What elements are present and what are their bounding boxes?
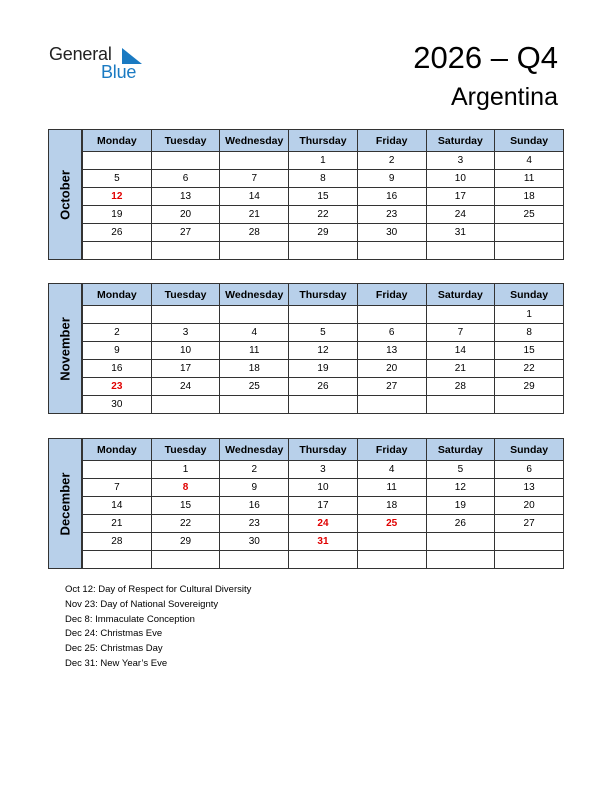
holiday-note: Dec 25: Christmas Day: [65, 643, 163, 655]
day-cell: 24: [289, 515, 358, 533]
week-row: [83, 551, 564, 569]
day-cell: 31: [289, 533, 358, 551]
day-cell: 21: [83, 515, 152, 533]
day-cell: 11: [357, 479, 426, 497]
day-cell: [220, 551, 289, 569]
day-cell: 20: [151, 206, 220, 224]
day-cell: [289, 396, 358, 414]
day-cell: 25: [357, 515, 426, 533]
day-cell: [83, 152, 152, 170]
day-cell: 4: [220, 324, 289, 342]
day-cell: 20: [357, 360, 426, 378]
day-cell: 22: [289, 206, 358, 224]
day-cell: 14: [220, 188, 289, 206]
holiday-notes: [65, 583, 251, 672]
day-cell: 15: [289, 188, 358, 206]
day-cell: 24: [151, 378, 220, 396]
day-cell: 26: [83, 224, 152, 242]
holiday-note: Dec 8: Immaculate Conception: [65, 613, 195, 625]
day-cell: 9: [357, 170, 426, 188]
weekday-header: Monday: [83, 130, 152, 152]
day-cell: 11: [495, 170, 564, 188]
month-label: [48, 283, 82, 414]
day-cell: 8: [495, 324, 564, 342]
day-cell: 28: [426, 378, 495, 396]
day-cell: 23: [220, 515, 289, 533]
day-cell: 16: [83, 360, 152, 378]
weekday-header: Sunday: [495, 284, 564, 306]
day-cell: [495, 551, 564, 569]
weekday-header: Tuesday: [151, 439, 220, 461]
day-cell: [357, 551, 426, 569]
day-cell: 13: [151, 188, 220, 206]
day-cell: 7: [220, 170, 289, 188]
weekday-header: Tuesday: [151, 284, 220, 306]
weekday-header: Thursday: [289, 130, 358, 152]
day-cell: 18: [357, 497, 426, 515]
calendar-table: [82, 129, 564, 260]
weekday-header: Friday: [357, 130, 426, 152]
day-cell: [83, 242, 152, 260]
weekday-header-row: [83, 439, 564, 461]
day-cell: 14: [426, 342, 495, 360]
day-cell: 7: [426, 324, 495, 342]
day-cell: [495, 533, 564, 551]
day-cell: 2: [83, 324, 152, 342]
day-cell: 28: [83, 533, 152, 551]
day-cell: 31: [426, 224, 495, 242]
day-cell: 10: [151, 342, 220, 360]
week-row: [83, 360, 564, 378]
day-cell: 27: [151, 224, 220, 242]
day-cell: [357, 242, 426, 260]
month-name: November: [57, 316, 73, 381]
holiday-note: Dec 31: New Year’s Eve: [65, 657, 168, 669]
day-cell: 16: [357, 188, 426, 206]
day-cell: 9: [220, 479, 289, 497]
day-cell: [426, 551, 495, 569]
day-cell: [495, 396, 564, 414]
day-cell: [220, 152, 289, 170]
weekday-header: Sunday: [495, 130, 564, 152]
day-cell: 20: [495, 497, 564, 515]
week-row: [83, 206, 564, 224]
day-cell: 17: [289, 497, 358, 515]
day-cell: 21: [220, 206, 289, 224]
week-row: [83, 170, 564, 188]
day-cell: 30: [220, 533, 289, 551]
day-cell: 23: [83, 378, 152, 396]
day-cell: 26: [426, 515, 495, 533]
day-cell: 8: [151, 479, 220, 497]
day-cell: [357, 306, 426, 324]
week-row: [83, 533, 564, 551]
weekday-header: Wednesday: [220, 130, 289, 152]
day-cell: [289, 551, 358, 569]
day-cell: 25: [220, 378, 289, 396]
day-cell: 5: [289, 324, 358, 342]
day-cell: [357, 533, 426, 551]
weekday-header-row: [83, 284, 564, 306]
day-cell: 2: [220, 461, 289, 479]
day-cell: [426, 242, 495, 260]
day-cell: 22: [495, 360, 564, 378]
logo-word-blue: Blue: [101, 62, 137, 82]
weekday-header: Saturday: [426, 284, 495, 306]
day-cell: 4: [357, 461, 426, 479]
day-cell: 27: [357, 378, 426, 396]
day-cell: 23: [357, 206, 426, 224]
day-cell: [220, 306, 289, 324]
day-cell: 21: [426, 360, 495, 378]
weekday-header: Wednesday: [220, 284, 289, 306]
weekday-header: Saturday: [426, 439, 495, 461]
day-cell: 4: [495, 152, 564, 170]
week-row: [83, 497, 564, 515]
day-cell: 29: [495, 378, 564, 396]
day-cell: [151, 551, 220, 569]
week-row: [83, 396, 564, 414]
weekday-header: Friday: [357, 284, 426, 306]
week-row: [83, 152, 564, 170]
day-cell: 13: [357, 342, 426, 360]
day-cell: [151, 152, 220, 170]
week-row: [83, 342, 564, 360]
day-cell: 18: [220, 360, 289, 378]
day-cell: 7: [83, 479, 152, 497]
day-cell: 17: [426, 188, 495, 206]
week-row: [83, 224, 564, 242]
day-cell: 28: [220, 224, 289, 242]
day-cell: 15: [151, 497, 220, 515]
day-cell: 29: [289, 224, 358, 242]
weekday-header-row: [83, 130, 564, 152]
day-cell: 3: [151, 324, 220, 342]
day-cell: 12: [426, 479, 495, 497]
logo-word-general: General: [49, 44, 112, 64]
weekday-header: Monday: [83, 284, 152, 306]
weekday-header: Sunday: [495, 439, 564, 461]
day-cell: 3: [426, 152, 495, 170]
day-cell: [83, 551, 152, 569]
day-cell: 27: [495, 515, 564, 533]
day-cell: 1: [151, 461, 220, 479]
day-cell: 5: [426, 461, 495, 479]
brand-logo: [49, 44, 159, 84]
day-cell: [426, 396, 495, 414]
day-cell: [495, 224, 564, 242]
weekday-header: Thursday: [289, 439, 358, 461]
calendar-table: [82, 438, 564, 569]
day-cell: 19: [83, 206, 152, 224]
day-cell: 13: [495, 479, 564, 497]
day-cell: [83, 306, 152, 324]
day-cell: 6: [495, 461, 564, 479]
day-cell: 3: [289, 461, 358, 479]
day-cell: 1: [289, 152, 358, 170]
day-cell: 14: [83, 497, 152, 515]
weekday-header: Saturday: [426, 130, 495, 152]
day-cell: [220, 242, 289, 260]
holiday-note: Nov 23: Day of National Sovereignty: [65, 598, 219, 610]
day-cell: 5: [83, 170, 152, 188]
day-cell: [151, 306, 220, 324]
week-row: [83, 242, 564, 260]
day-cell: 11: [220, 342, 289, 360]
weekday-header: Monday: [83, 439, 152, 461]
week-row: [83, 479, 564, 497]
weekday-header: Thursday: [289, 284, 358, 306]
day-cell: 18: [495, 188, 564, 206]
day-cell: [83, 461, 152, 479]
day-cell: [426, 306, 495, 324]
weekday-header: Friday: [357, 439, 426, 461]
day-cell: 25: [495, 206, 564, 224]
month-name: December: [57, 472, 73, 535]
day-cell: 29: [151, 533, 220, 551]
day-cell: 16: [220, 497, 289, 515]
day-cell: [151, 242, 220, 260]
week-row: [83, 461, 564, 479]
day-cell: 24: [426, 206, 495, 224]
day-cell: [357, 396, 426, 414]
day-cell: 19: [426, 497, 495, 515]
weekday-header: Wednesday: [220, 439, 289, 461]
page-title: 2026 – Q4: [413, 40, 558, 75]
day-cell: [220, 396, 289, 414]
day-cell: 6: [357, 324, 426, 342]
week-row: [83, 306, 564, 324]
week-row: [83, 188, 564, 206]
month-label: [48, 438, 82, 569]
day-cell: 10: [426, 170, 495, 188]
day-cell: 2: [357, 152, 426, 170]
country-name: Argentina: [450, 83, 558, 111]
weekday-header: Tuesday: [151, 130, 220, 152]
day-cell: 26: [289, 378, 358, 396]
week-row: [83, 515, 564, 533]
day-cell: [495, 242, 564, 260]
day-cell: 30: [83, 396, 152, 414]
week-row: [83, 378, 564, 396]
day-cell: [151, 396, 220, 414]
month-label: [48, 129, 82, 260]
day-cell: 12: [83, 188, 152, 206]
day-cell: 6: [151, 170, 220, 188]
day-cell: 30: [357, 224, 426, 242]
holiday-note: Oct 12: Day of Respect for Cultural Diversity: [65, 584, 252, 595]
day-cell: 9: [83, 342, 152, 360]
day-cell: 19: [289, 360, 358, 378]
day-cell: 1: [495, 306, 564, 324]
day-cell: [426, 533, 495, 551]
day-cell: 22: [151, 515, 220, 533]
day-cell: 12: [289, 342, 358, 360]
calendar-table: [82, 283, 564, 414]
day-cell: 17: [151, 360, 220, 378]
day-cell: [289, 242, 358, 260]
week-row: [83, 324, 564, 342]
day-cell: 8: [289, 170, 358, 188]
day-cell: 15: [495, 342, 564, 360]
day-cell: [289, 306, 358, 324]
holiday-note: Dec 24: Christmas Eve: [65, 628, 163, 640]
month-name: October: [57, 169, 73, 220]
day-cell: 10: [289, 479, 358, 497]
